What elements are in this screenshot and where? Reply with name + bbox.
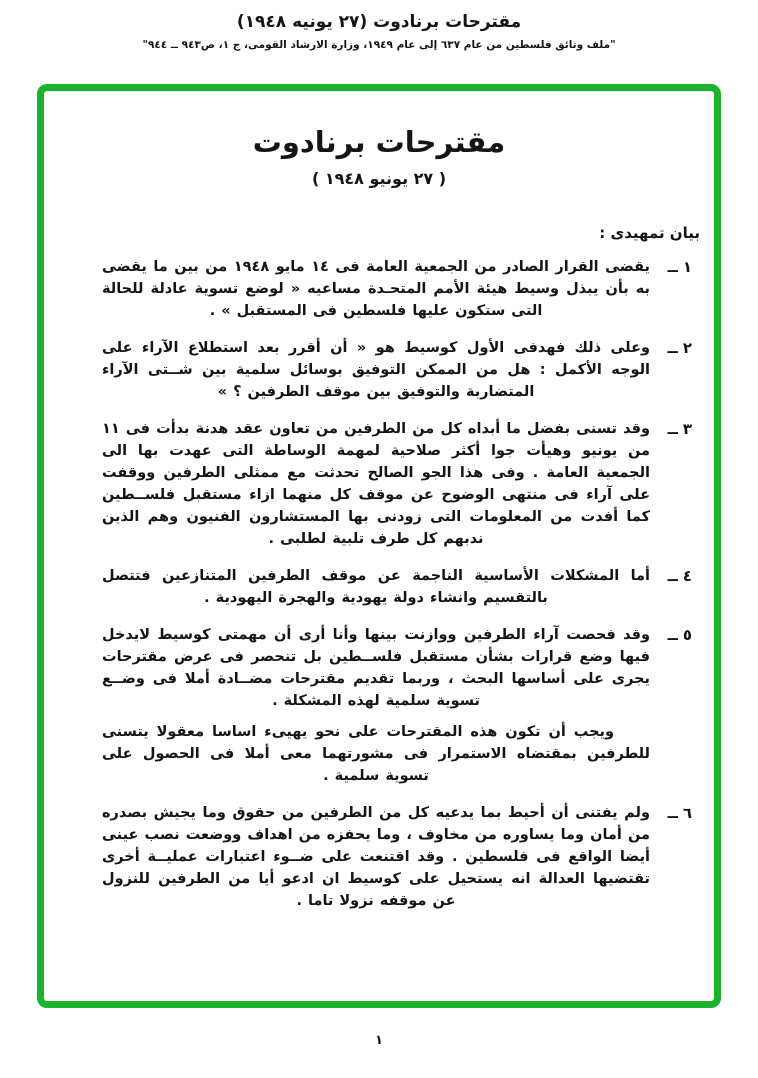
- list-item: [102, 802, 692, 912]
- item-paragraphs: [102, 256, 650, 322]
- header-source-citation: "ملف وثائق فلسطين من عام ٦٣٧ إلى عام ١٩٤٩، وزارة الارشاد القومى، ج ١، ص٩٤٣ ــ ٩٤٤": [142, 39, 616, 51]
- item-number: ٤: [682, 567, 692, 585]
- item-number: ١: [682, 258, 692, 276]
- item-dash: ــ: [667, 420, 678, 438]
- item-dash: ــ: [667, 804, 678, 822]
- green-document-frame: [37, 84, 721, 1008]
- item-number: ٣: [682, 420, 692, 438]
- item-paragraph: أما المشكلات الأساسية الناجمة عن موقف الطرفين المتنازعين فتتصل بالتقسيم وانشاء دولة يهودية والهجرة اليهودية .: [102, 568, 650, 606]
- list-item: [102, 256, 692, 322]
- item-paragraph: ولم يفتنى أن أحيط بما يدعيه كل من الطرفين من حقوق وما يجيش بصدره من أمان وما يساوره من مخاوف ، وما يحفزه من اهداف ووضعت نصب عينى أيضا الواقع فى فلسطين . وقد اقتنعت على ضــوء اعتبارات عمليــة أخرى تقتضيها العدالة انه يستحيل على كوسيط ان ادعو أيا من الطرفين للنزول عن موقفه نزولا تاما .: [102, 805, 650, 909]
- item-number: ٦: [682, 804, 692, 822]
- item-number-column: [650, 337, 692, 403]
- page-number: ١: [375, 1033, 383, 1048]
- item-paragraphs: [102, 624, 650, 787]
- header-title: مقترحات برنادوت (٢٧ يونيه ١٩٤٨): [236, 12, 522, 32]
- section-heading: بيان تمهيدى :: [599, 224, 700, 242]
- item-paragraph: وقد تسنى بفضل ما أبداه كل من الطرفين من تعاون عقد هدنة بدأت فى ١١ من يونيو وهيأت جوا أكثر صلاحية لمهمة الوساطة التى عهدت بها الى الجمعية العامة . وفى هذا الجو الصالح تحدثت مع ممثلى الطرفين ووقفت على آراء فى منتهى الوضوح عن موقف كل منهما ازاء مستقبل فلســطين كما أفدت من المعلومات التى زودنى بها المستشارون الفنيون وهم الذين ندبهم كل طرف تلبية لطلبى .: [102, 421, 650, 547]
- list-item: [102, 337, 692, 403]
- item-paragraph: وعلى ذلك فهدفى الأول كوسيط هو « أن أقرر بعد استطلاع الآراء على الوجه الأكمل : هل من الممكن التوفيق بوسائل سلمية بين شــتى الآراء المتضاربة والتوفيق بين موقف الطرفين ؟ »: [102, 340, 650, 400]
- numbered-items-list: [44, 256, 714, 912]
- item-paragraphs: [102, 418, 650, 550]
- item-number-column: [650, 624, 692, 787]
- item-number-column: [650, 802, 692, 912]
- item-paragraph: يقضى القرار الصادر من الجمعية العامة فى ١٤ مايو ١٩٤٨ من بين ما يقضى به بأن يبذل وسيط هيئة الأمم المتحـدة مساعيه « لوضع تسوية عادلة للحالة التى ستكون عليها فلسطين فى المستقبل » .: [102, 259, 650, 319]
- item-number-column: [650, 565, 692, 609]
- item-dash: ــ: [667, 258, 678, 276]
- list-item: [102, 624, 692, 787]
- item-dash: ــ: [667, 567, 678, 585]
- item-dash: ــ: [667, 626, 678, 644]
- document-title: مقترحات برنادوت: [252, 125, 506, 159]
- item-paragraphs: [102, 337, 650, 403]
- item-number: ٥: [682, 626, 692, 644]
- item-paragraph: ويجب أن تكون هذه المقترحات على نحو يهيىء اساسا معقولا يتسنى للطرفين بمقتضاه الاستمرار فى مشورتهما معى أملا فى الحصول على تسوية سلمية .: [102, 724, 650, 784]
- item-paragraphs: [102, 802, 650, 912]
- item-number: ٢: [682, 339, 692, 357]
- item-paragraphs: [102, 565, 650, 609]
- list-item: [102, 418, 692, 550]
- page-header: [0, 12, 758, 51]
- item-dash: ــ: [667, 339, 678, 357]
- list-item: [102, 565, 692, 609]
- item-paragraph: وقد فحصت آراء الطرفين ووازنت بينها وأنا أرى أن مهمتى كوسيط لايدخل فيها وضع قرارات بشأن مستقبل فلســطين بل تنحصر فى عرض مقترحات يجرى على أساسها البحث ، وربما تقديم مقترحات مضــادة أملا فى وضــع تسوية سلمية لهذه المشكلة .: [102, 627, 650, 709]
- item-number-column: [650, 418, 692, 550]
- item-number-column: [650, 256, 692, 322]
- document-subtitle-date: ( ٢٧ يونيو ١٩٤٨ ): [311, 169, 447, 188]
